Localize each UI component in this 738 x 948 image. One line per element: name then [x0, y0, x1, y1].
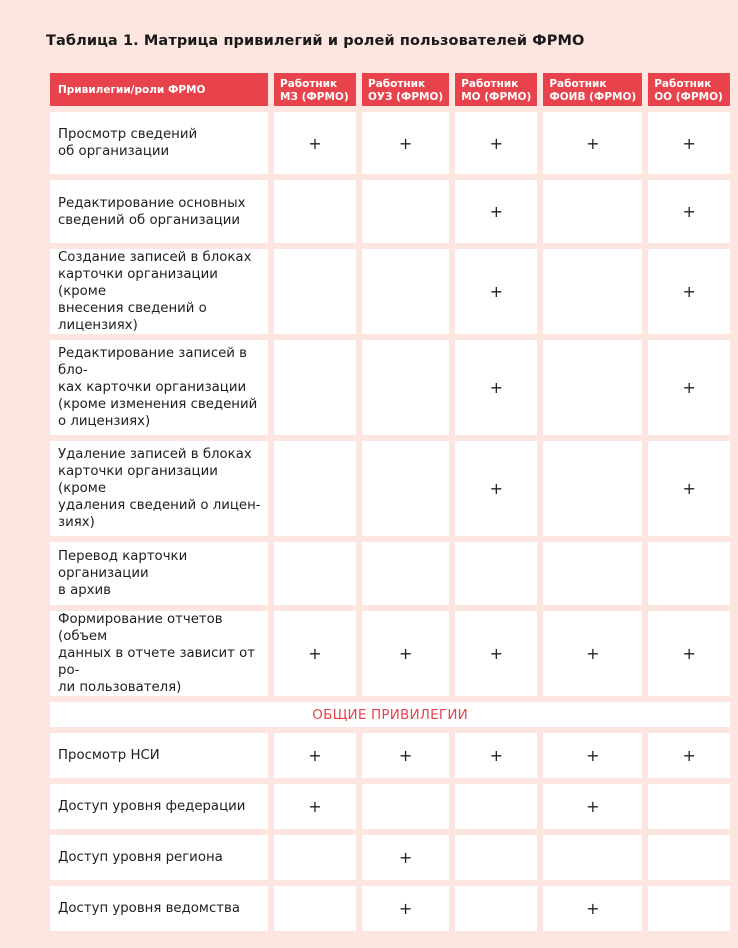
label-line: ках карточки организации — [58, 380, 247, 395]
access-mark — [362, 542, 449, 605]
access-mark: + — [455, 249, 537, 334]
table-row — [50, 542, 730, 605]
access-mark — [274, 835, 356, 880]
privilege-label — [50, 112, 268, 174]
privilege-label — [50, 249, 268, 334]
section-title: ОБЩИЕ ПРИВИЛЕГИИ — [50, 702, 730, 727]
table-row — [50, 733, 730, 778]
access-mark — [648, 835, 730, 880]
header-role-ouz — [362, 73, 449, 106]
access-mark — [274, 886, 356, 931]
header-row — [50, 73, 730, 106]
label-line: Доступ уровня федерации — [58, 799, 246, 814]
label-line: удаления сведений о лицен- — [58, 498, 261, 513]
header-role-oo — [648, 73, 730, 106]
privilege-label — [50, 611, 268, 696]
table-row — [50, 835, 730, 880]
label-line: карточки организации (кроме — [58, 267, 218, 299]
header-role-line: ОО (ФРМО) — [654, 90, 723, 103]
privilege-label — [50, 340, 268, 435]
access-mark — [648, 886, 730, 931]
access-mark — [274, 542, 356, 605]
access-mark — [455, 835, 537, 880]
table-caption: Таблица 1. Матрица привилегий и ролей пользователей ФРМО — [46, 33, 585, 49]
label-line: сведений об организации — [58, 212, 241, 228]
header-role-mz — [274, 73, 356, 106]
label-line: Просмотр НСИ — [58, 748, 160, 763]
label-line: Редактирование записей в бло- — [58, 346, 248, 378]
access-mark — [543, 249, 642, 334]
access-mark — [274, 441, 356, 536]
access-mark — [455, 886, 537, 931]
header-role-line: Работник — [461, 77, 519, 90]
header-role-mo — [455, 73, 537, 106]
label-line: Создание записей в блоках — [58, 250, 252, 265]
access-mark: + — [543, 733, 642, 778]
label-line: карточки организации (кроме — [58, 464, 218, 496]
header-role-line: Работник — [654, 77, 712, 90]
label-line: о лицензиях) — [58, 414, 151, 429]
header-role-foiv — [543, 73, 642, 106]
access-mark: + — [648, 180, 730, 243]
section-row — [50, 702, 730, 727]
access-mark — [648, 542, 730, 605]
access-mark — [274, 340, 356, 435]
privilege-label — [50, 886, 268, 931]
table-row — [50, 784, 730, 829]
header-privileges-roles: Привилегии/роли ФРМО — [50, 73, 268, 106]
table-row — [50, 611, 730, 696]
access-mark: + — [362, 112, 449, 174]
access-mark — [362, 180, 449, 243]
access-mark: + — [543, 886, 642, 931]
access-mark: + — [648, 611, 730, 696]
access-mark — [543, 180, 642, 243]
access-mark: + — [274, 112, 356, 174]
access-mark: + — [274, 784, 356, 829]
header-role-line: Работник — [368, 77, 426, 90]
header-role-line: МЗ (ФРМО) — [280, 90, 349, 103]
access-mark: + — [274, 611, 356, 696]
label-line: об организации — [58, 144, 170, 159]
access-mark: + — [362, 835, 449, 880]
access-mark — [543, 340, 642, 435]
table-row — [50, 112, 730, 174]
label-line: Редактирование основных — [58, 195, 246, 211]
access-mark — [362, 340, 449, 435]
header-role-line: МО (ФРМО) — [461, 90, 532, 103]
access-mark: + — [648, 112, 730, 174]
access-mark: + — [543, 611, 642, 696]
access-mark: + — [362, 886, 449, 931]
label-line: Формирование отчетов (объем — [58, 612, 223, 644]
privilege-label — [50, 733, 268, 778]
access-mark — [543, 542, 642, 605]
access-mark — [362, 784, 449, 829]
access-mark: + — [455, 611, 537, 696]
access-mark — [274, 180, 356, 243]
access-mark: + — [362, 611, 449, 696]
access-mark — [362, 249, 449, 334]
label-line: внесения сведений о лицензиях) — [58, 301, 207, 333]
privilege-label — [50, 441, 268, 536]
access-mark: + — [648, 340, 730, 435]
access-mark — [543, 835, 642, 880]
label-line: в архив — [58, 583, 111, 598]
access-mark: + — [455, 340, 537, 435]
access-mark — [455, 542, 537, 605]
access-mark — [362, 441, 449, 536]
label-line: Доступ уровня ведомства — [58, 901, 240, 916]
label-line: данных в отчете зависит от ро- — [58, 646, 255, 678]
access-mark: + — [648, 441, 730, 536]
table-row — [50, 249, 730, 334]
access-mark: + — [648, 733, 730, 778]
table-row — [50, 441, 730, 536]
access-mark: + — [648, 249, 730, 334]
header-role-line: Работник — [549, 77, 607, 90]
label-line: Перевод карточки организации — [58, 549, 188, 581]
label-line: зиях) — [58, 515, 95, 530]
access-mark: + — [362, 733, 449, 778]
header-role-line: ОУЗ (ФРМО) — [368, 90, 444, 103]
access-mark: + — [543, 112, 642, 174]
table-row — [50, 180, 730, 243]
access-mark: + — [543, 784, 642, 829]
label-line: (кроме изменения сведений — [58, 397, 258, 412]
privilege-label — [50, 784, 268, 829]
label-line: Доступ уровня региона — [58, 850, 223, 865]
access-mark — [543, 441, 642, 536]
label-line: Просмотр сведений — [58, 127, 198, 142]
access-mark: + — [274, 733, 356, 778]
header-role-line: ФОИВ (ФРМО) — [549, 90, 637, 103]
access-mark: + — [455, 733, 537, 778]
header-role-line: Работник — [280, 77, 338, 90]
access-mark: + — [455, 441, 537, 536]
access-mark — [274, 249, 356, 334]
table-row — [50, 340, 730, 435]
access-mark: + — [455, 180, 537, 243]
access-mark: + — [455, 112, 537, 174]
privilege-label — [50, 835, 268, 880]
privilege-label — [50, 542, 268, 605]
privilege-label — [50, 180, 268, 243]
privilege-matrix — [44, 67, 736, 937]
access-mark — [648, 784, 730, 829]
access-mark — [455, 784, 537, 829]
table-row — [50, 886, 730, 931]
label-line: ли пользователя) — [58, 680, 182, 695]
label-line: Удаление записей в блоках — [58, 447, 252, 462]
